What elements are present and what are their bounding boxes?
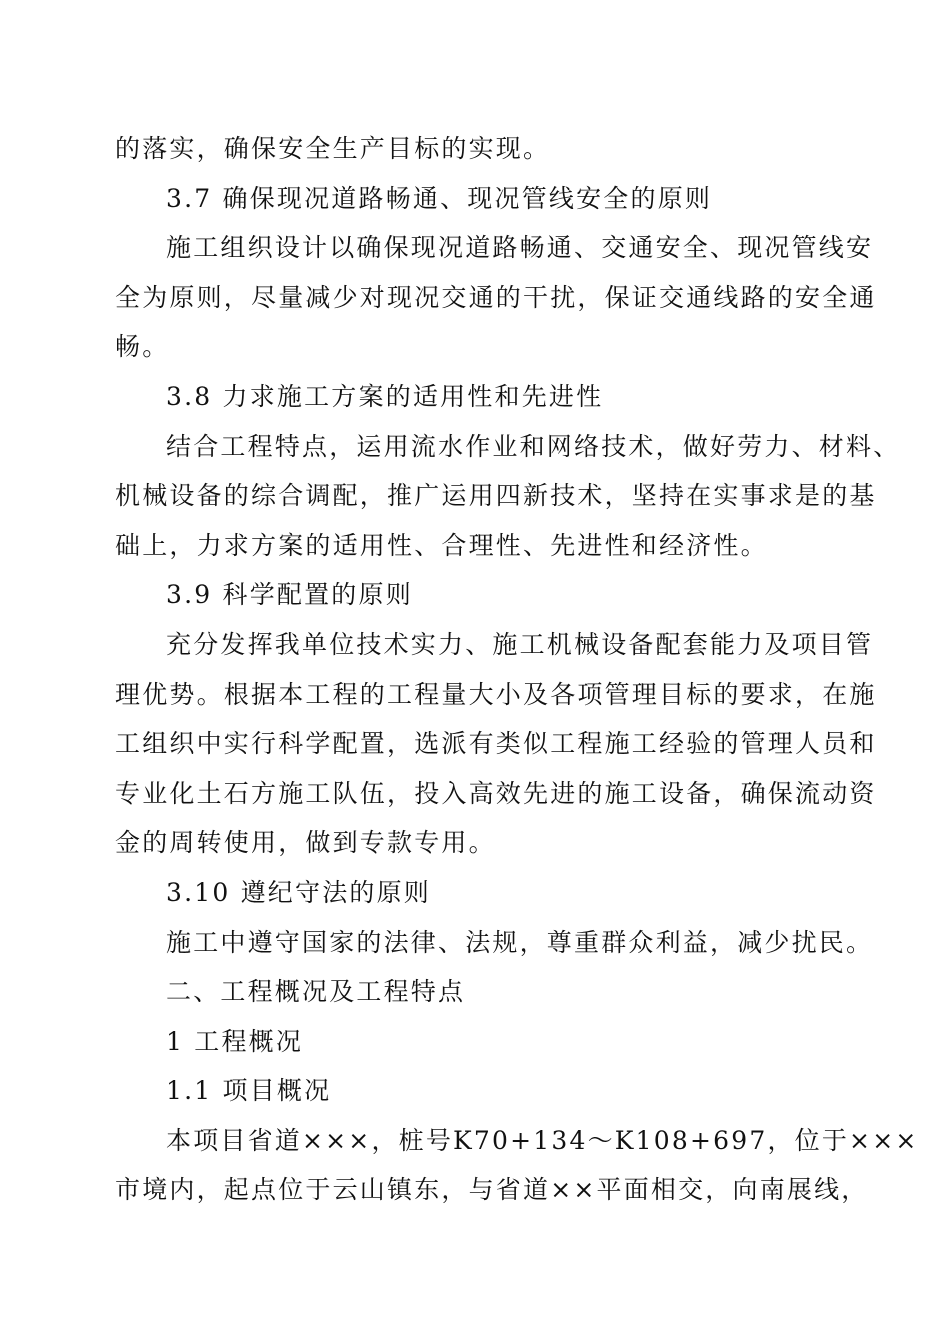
paragraph-line: 理优势。根据本工程的工程量大小及各项管理目标的要求，在施: [115, 679, 877, 709]
paragraph-line: 本项目省道×××，桩号K70+134～K108+697，位于×××: [166, 1125, 919, 1155]
paragraph-line: 金的周转使用，做到专款专用。: [115, 828, 496, 858]
paragraph-line: 专业化土石方施工队伍，投入高效先进的施工设备，确保流动资: [115, 778, 877, 808]
chapter-heading: 二、工程概况及工程特点: [166, 977, 466, 1007]
section-heading-1-1: 1.1 项目概况: [166, 1076, 332, 1106]
paragraph-line: 机械设备的综合调配，推广运用四新技术，坚持在实事求是的基: [115, 481, 877, 511]
section-heading-3-10: 3.10 遵纪守法的原则: [166, 877, 432, 907]
paragraph-line: 工组织中实行科学配置，选派有类似工程施工经验的管理人员和: [115, 729, 877, 759]
paragraph-line: 施工组织设计以确保现况道路畅通、交通安全、现况管线安: [166, 233, 874, 263]
paragraph-line: 结合工程特点，运用流水作业和网络技术，做好劳力、材料、: [166, 431, 901, 461]
paragraph-line: 市境内，起点位于云山镇东，与省道××平面相交，向南展线，: [115, 1175, 869, 1205]
document-body: [115, 124, 919, 1215]
paragraph-line: 的落实，确保安全生产目标的实现。: [115, 134, 551, 163]
section-heading-3-9: 3.9 科学配置的原则: [166, 580, 413, 610]
paragraph-line: 础上，力求方案的适用性、合理性、先进性和经济性。: [115, 530, 768, 560]
section-heading-3-8: 3.8 力求施工方案的适用性和先进性: [166, 381, 604, 411]
paragraph-line: 畅。: [115, 332, 170, 362]
paragraph-line: 施工中遵守国家的法律、法规，尊重群众利益，减少扰民。: [166, 927, 874, 957]
section-heading-3-7: 3.7 确保现况道路畅通、现况管线安全的原则: [166, 183, 713, 213]
paragraph-line: 充分发挥我单位技术实力、施工机械设备配套能力及项目管: [166, 629, 874, 659]
paragraph-line: 全为原则，尽量减少对现况交通的干扰，保证交通线路的安全通: [115, 282, 877, 312]
section-heading-1: 1 工程概况: [166, 1026, 304, 1056]
